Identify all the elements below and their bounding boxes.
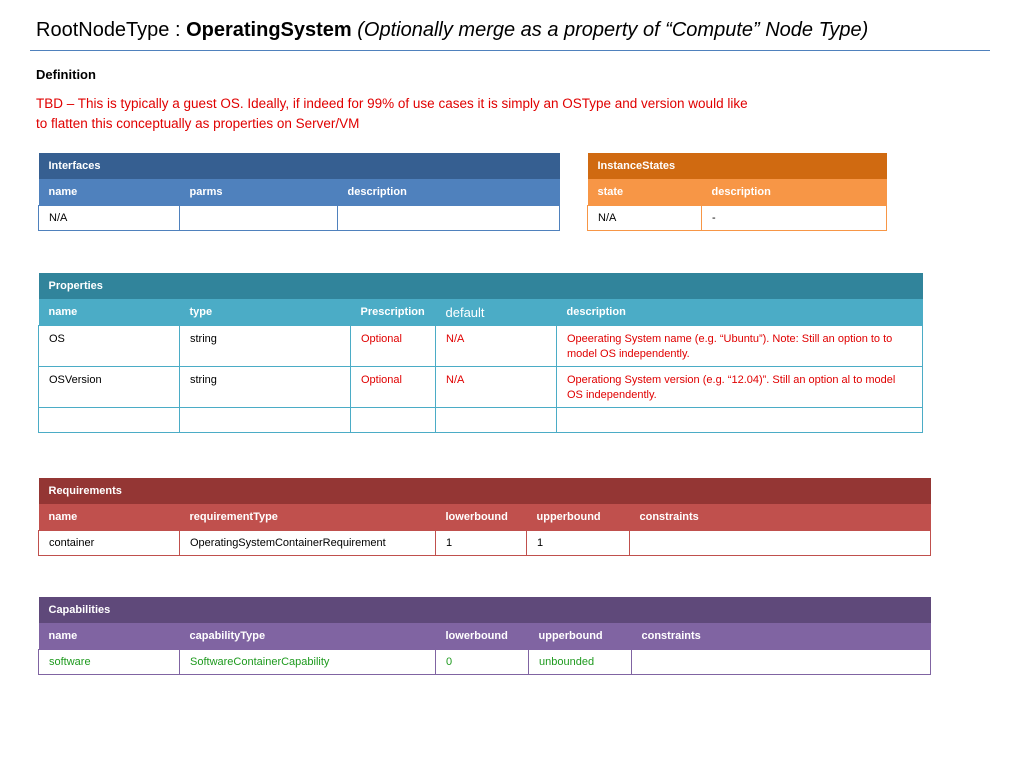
table-cell: N/A bbox=[39, 206, 180, 231]
capabilities-table bbox=[38, 597, 931, 675]
table-cell: SoftwareContainerCapability bbox=[180, 650, 436, 675]
table-title: Capabilities bbox=[39, 597, 931, 623]
column-header: upperbound bbox=[527, 504, 630, 531]
table-cell bbox=[180, 408, 351, 433]
column-header: lowerbound bbox=[436, 623, 529, 650]
table-row bbox=[39, 408, 923, 433]
table-cell bbox=[351, 408, 436, 433]
column-header: name bbox=[39, 179, 180, 206]
table-title: InstanceStates bbox=[588, 153, 887, 179]
table-title: Properties bbox=[39, 273, 923, 299]
table-cell: OS bbox=[39, 326, 180, 367]
column-header: requirementType bbox=[180, 504, 436, 531]
table-cell: - bbox=[702, 206, 887, 231]
column-header: capabilityType bbox=[180, 623, 436, 650]
table-cell bbox=[632, 650, 931, 675]
table-cell: string bbox=[180, 326, 351, 367]
column-header: default bbox=[436, 299, 557, 326]
table-cell: Operationg System version (e.g. “12.04)”. Still an option al to model OS independently. bbox=[557, 367, 923, 408]
table-cell bbox=[338, 206, 560, 231]
table-cell bbox=[557, 408, 923, 433]
column-header: state bbox=[588, 179, 702, 206]
column-header: lowerbound bbox=[436, 504, 527, 531]
column-header: constraints bbox=[632, 623, 931, 650]
column-header: constraints bbox=[630, 504, 931, 531]
table-row bbox=[39, 531, 931, 556]
title-divider bbox=[30, 50, 990, 51]
table-cell: Opeerating System name (e.g. “Ubuntu”). Note: Still an option to to model OS independently. bbox=[557, 326, 923, 367]
column-header: name bbox=[39, 504, 180, 531]
column-header: description bbox=[557, 299, 923, 326]
table-cell: string bbox=[180, 367, 351, 408]
table-cell: software bbox=[39, 650, 180, 675]
column-header: upperbound bbox=[529, 623, 632, 650]
table-row bbox=[39, 650, 931, 675]
column-header: Prescription bbox=[351, 299, 436, 326]
table-row bbox=[39, 326, 923, 367]
table-cell: 1 bbox=[436, 531, 527, 556]
header-row bbox=[39, 623, 931, 650]
column-header: name bbox=[39, 623, 180, 650]
table-cell: N/A bbox=[436, 326, 557, 367]
table-cell: N/A bbox=[436, 367, 557, 408]
instance-states-table bbox=[587, 153, 887, 231]
table-cell: 0 bbox=[436, 650, 529, 675]
title-prefix: RootNodeType : bbox=[36, 19, 187, 41]
header-row bbox=[39, 504, 931, 531]
interfaces-table bbox=[38, 153, 560, 231]
definition-heading: Definition bbox=[36, 67, 96, 82]
table-cell bbox=[630, 531, 931, 556]
page-title bbox=[36, 19, 868, 42]
column-header: description bbox=[338, 179, 560, 206]
header-row bbox=[39, 179, 560, 206]
properties-table bbox=[38, 273, 923, 433]
table-row bbox=[39, 367, 923, 408]
table-cell: OSVersion bbox=[39, 367, 180, 408]
requirements-table bbox=[38, 478, 931, 556]
definition-text: TBD – This is typically a guest OS. Ideally, if indeed for 99% of use cases it is simply an OSType and version would like to flatten this conceptually as properties on Server/VM bbox=[36, 96, 748, 131]
column-header: parms bbox=[180, 179, 338, 206]
column-header: description bbox=[702, 179, 887, 206]
table-cell bbox=[39, 408, 180, 433]
table-row bbox=[39, 206, 560, 231]
table-cell: container bbox=[39, 531, 180, 556]
table-cell: Optional bbox=[351, 367, 436, 408]
table-cell bbox=[436, 408, 557, 433]
table-cell: N/A bbox=[588, 206, 702, 231]
table-cell: Optional bbox=[351, 326, 436, 367]
table-title: Requirements bbox=[39, 478, 931, 504]
table-cell: 1 bbox=[527, 531, 630, 556]
column-header: name bbox=[39, 299, 180, 326]
table-row bbox=[588, 206, 887, 231]
table-title: Interfaces bbox=[39, 153, 560, 179]
table-cell: unbounded bbox=[529, 650, 632, 675]
title-node-name: OperatingSystem bbox=[186, 19, 352, 41]
column-header: type bbox=[180, 299, 351, 326]
header-row bbox=[39, 299, 923, 326]
table-cell: OperatingSystemContainerRequirement bbox=[180, 531, 436, 556]
header-row bbox=[588, 179, 887, 206]
table-cell bbox=[180, 206, 338, 231]
title-note: (Optionally merge as a property of “Compute” Node Type) bbox=[357, 19, 869, 41]
